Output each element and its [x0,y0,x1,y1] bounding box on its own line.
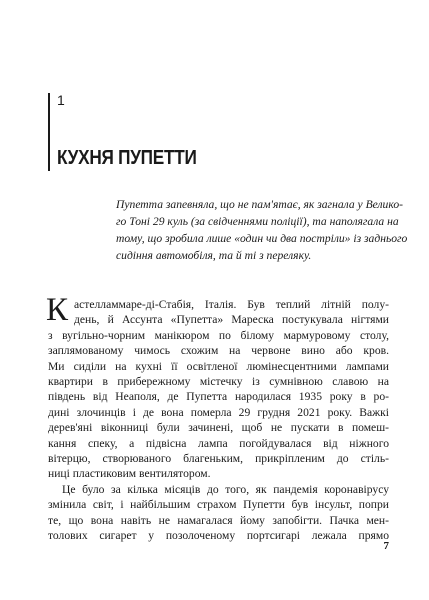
body-line: змінила світ, і найбільшим страхом Пупетти був інсульт, попри [48,498,389,512]
body-line: з вугільно-чорним манікюром по білому мармуровому столу, [48,328,389,342]
body-line: заплямованому чимось схожим на червоне вино або кров. [48,344,389,358]
body-line: дерев'яні віконниці були зачинені, щоб не пускати в помеш- [48,421,389,435]
body-line: астелламмаре-ді-Стабія, Італія. Був теплий літній полу- [74,298,389,311]
epigraph-line: сидіння автомобіля, та й ті з переляку. [116,249,312,262]
body-line: толових сигарет у позолоченому портсигарі лежала прямо [48,529,389,543]
body-line: ниці пластиковим вентилятором. [48,467,211,481]
epigraph [116,196,408,264]
body-text [48,297,389,544]
body-line: Це було за кілька місяців до того, як пандемія коронавірусу [62,482,389,496]
body-line: дині злочинців і де вона померла 29 грудня 2021 року. Важкі [48,405,389,419]
epigraph-line: го Тоні 29 куль (за свідченнями поліції), та наполягала на [116,215,399,228]
drop-cap: К [46,292,69,328]
body-line: квартири в прибережному містечку із сумнівною славою на [48,375,389,389]
body-line: кання спеку, а підвісна лампа погойдувалася від ніжного [48,436,389,450]
epigraph-line: Пупетта запевняла, що не пам'ятає, як загнала у Велико- [116,198,403,211]
epigraph-line: тому, що зробила лише «один чи два постріли» із заднього [116,232,408,245]
chapter-number: 1 [57,92,65,108]
page-number: 7 [383,540,389,552]
body-line: південь від Неаполя, де Пупетта народилася 1935 року в ро- [48,390,389,404]
body-line: те, що вона навіть не намагалася йому запобігти. Пачка мен- [48,513,389,527]
body-line: вітерцю, створюваного благеньким, прикріпленим до стіль- [48,452,389,466]
chapter-rule [48,93,50,171]
chapter-title: КУХНЯ ПУПЕТТИ [57,147,197,169]
body-line: день, й Ассунта «Пупетта» Мареска постукувала нігтями [74,313,389,327]
body-line: Ми сиділи на кухні її освітленої люмінесцентними лампами [48,359,389,373]
